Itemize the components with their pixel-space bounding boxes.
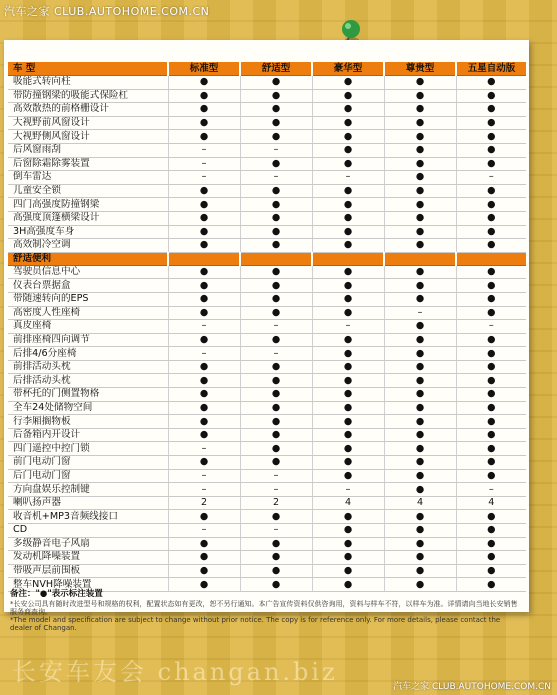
feature-value: ● <box>384 225 456 239</box>
feature-value: ● <box>456 292 526 306</box>
feature-name: 带杯托的门侧置物格 <box>8 388 168 402</box>
feature-value: ● <box>384 510 456 524</box>
feature-value: ● <box>384 401 456 415</box>
feature-value: ● <box>384 333 456 347</box>
feature-value: ● <box>168 333 240 347</box>
feature-value: ● <box>240 360 312 374</box>
feature-value: ● <box>240 130 312 144</box>
feature-value: ● <box>384 524 456 538</box>
feature-value: ● <box>456 198 526 212</box>
feature-value: ● <box>240 103 312 117</box>
feature-value: ● <box>240 292 312 306</box>
feature-value: ● <box>456 225 526 239</box>
feature-value: ● <box>384 456 456 470</box>
feature-value: – <box>240 483 312 497</box>
header-column: 五星自动版 <box>456 62 526 76</box>
feature-name: 多级静音电子风扇 <box>8 537 168 551</box>
feature-name: 3H高强度车身 <box>8 225 168 239</box>
feature-value: ● <box>312 524 384 538</box>
feature-value: 4 <box>312 496 384 510</box>
feature-value: ● <box>384 279 456 293</box>
table-row <box>8 320 526 334</box>
feature-value: ● <box>312 143 384 157</box>
feature-value: ● <box>384 469 456 483</box>
feature-value: ● <box>168 415 240 429</box>
feature-value: ● <box>312 306 384 320</box>
feature-value: ● <box>456 184 526 198</box>
feature-value: ● <box>240 456 312 470</box>
feature-value: ● <box>240 428 312 442</box>
feature-value: ● <box>456 442 526 456</box>
feature-value: ● <box>384 360 456 374</box>
feature-value: 2 <box>240 496 312 510</box>
feature-value: ● <box>456 116 526 130</box>
feature-name: 仪表台票据盒 <box>8 279 168 293</box>
feature-value: ● <box>168 116 240 130</box>
feature-value: ● <box>240 442 312 456</box>
feature-value: ● <box>240 306 312 320</box>
feature-name: 带吸声层前围板 <box>8 564 168 578</box>
feature-value: ● <box>168 89 240 103</box>
feature-value: ● <box>384 442 456 456</box>
feature-name: 真皮座椅 <box>8 320 168 334</box>
table-row <box>8 388 526 402</box>
feature-value: ● <box>312 374 384 388</box>
feature-name: 行李厢搁物板 <box>8 415 168 429</box>
feature-value: ● <box>168 103 240 117</box>
feature-value: ● <box>312 225 384 239</box>
feature-value: – <box>168 347 240 361</box>
feature-value: ● <box>168 578 240 592</box>
feature-value: ● <box>456 279 526 293</box>
feature-value: ● <box>168 428 240 442</box>
table-row <box>8 374 526 388</box>
table-row <box>8 143 526 157</box>
table-row <box>8 279 526 293</box>
feature-value: ● <box>240 157 312 171</box>
feature-value: ● <box>312 116 384 130</box>
feature-value: ● <box>312 279 384 293</box>
table-row <box>8 333 526 347</box>
feature-name: 后排活动头枕 <box>8 374 168 388</box>
feature-value: ● <box>240 374 312 388</box>
feature-value: ● <box>168 360 240 374</box>
feature-value: ● <box>240 401 312 415</box>
feature-value: ● <box>312 292 384 306</box>
table-row <box>8 401 526 415</box>
feature-name: 高密度人性座椅 <box>8 306 168 320</box>
feature-value: ● <box>456 456 526 470</box>
feature-value: ● <box>168 279 240 293</box>
table-row <box>8 103 526 117</box>
table-row <box>8 89 526 103</box>
feature-value: ● <box>456 239 526 253</box>
feature-value: ● <box>456 103 526 117</box>
feature-value: – <box>312 483 384 497</box>
table-row <box>8 551 526 565</box>
feature-value: ● <box>456 428 526 442</box>
feature-value: ● <box>384 564 456 578</box>
feature-value: ● <box>240 333 312 347</box>
feature-value: ● <box>384 89 456 103</box>
watermark-bottom-left: 长安车友会 changan.biz <box>12 658 338 686</box>
feature-value: ● <box>456 157 526 171</box>
table-row <box>8 171 526 185</box>
feature-name: 后窗除霜除雾装置 <box>8 157 168 171</box>
feature-value: ● <box>168 265 240 279</box>
feature-value: ● <box>384 130 456 144</box>
feature-value: – <box>168 320 240 334</box>
feature-value: ● <box>384 103 456 117</box>
feature-value: ● <box>384 116 456 130</box>
feature-value: ● <box>456 76 526 90</box>
table-row <box>8 265 526 279</box>
feature-value: – <box>240 469 312 483</box>
feature-value: – <box>456 483 526 497</box>
feature-value: – <box>168 483 240 497</box>
feature-value: ● <box>384 537 456 551</box>
feature-value: – <box>240 524 312 538</box>
feature-value: ● <box>240 225 312 239</box>
feature-value: ● <box>456 551 526 565</box>
feature-value: ● <box>384 157 456 171</box>
feature-value: ● <box>312 510 384 524</box>
feature-value: ● <box>312 265 384 279</box>
feature-value: ● <box>240 239 312 253</box>
feature-value: ● <box>312 157 384 171</box>
table-row <box>8 537 526 551</box>
header-column: 尊贵型 <box>384 62 456 76</box>
table-row <box>8 442 526 456</box>
feature-value: ● <box>384 483 456 497</box>
feature-value: ● <box>456 578 526 592</box>
feature-name: 后备箱内开设计 <box>8 428 168 442</box>
feature-value: ● <box>384 184 456 198</box>
feature-value: ● <box>168 401 240 415</box>
feature-value: 4 <box>384 496 456 510</box>
feature-name: 高效制冷空调 <box>8 239 168 253</box>
feature-value: ● <box>312 537 384 551</box>
feature-value: ● <box>168 510 240 524</box>
feature-value: ● <box>240 537 312 551</box>
table-row <box>8 211 526 225</box>
feature-value: ● <box>384 374 456 388</box>
table-row <box>8 225 526 239</box>
feature-value: ● <box>456 347 526 361</box>
feature-value: ● <box>168 198 240 212</box>
feature-value: ● <box>456 130 526 144</box>
section-filler <box>168 252 240 265</box>
feature-value: ● <box>456 388 526 402</box>
feature-value: ● <box>384 143 456 157</box>
feature-value: – <box>312 171 384 185</box>
table-row <box>8 76 526 90</box>
feature-value: – <box>240 320 312 334</box>
feature-value: ● <box>168 211 240 225</box>
feature-value: ● <box>240 551 312 565</box>
feature-value: ● <box>240 388 312 402</box>
feature-name: 带随速转向的EPS <box>8 292 168 306</box>
table-row <box>8 415 526 429</box>
feature-value: ● <box>456 143 526 157</box>
feature-value: ● <box>456 360 526 374</box>
feature-value: ● <box>312 469 384 483</box>
feature-value: ● <box>312 103 384 117</box>
spec-table <box>8 62 526 592</box>
feature-value: ● <box>384 265 456 279</box>
feature-name: 整车NVH降噪装置 <box>8 578 168 592</box>
feature-value: – <box>240 143 312 157</box>
table-row <box>8 347 526 361</box>
feature-value: ● <box>384 211 456 225</box>
feature-value: ● <box>168 239 240 253</box>
feature-name: 发动机降噪装置 <box>8 551 168 565</box>
header-column: 舒适型 <box>240 62 312 76</box>
feature-value: ● <box>456 469 526 483</box>
feature-value: ● <box>312 551 384 565</box>
watermark-top: 汽车之家 CLUB.AUTOHOME.COM.CN <box>4 5 210 18</box>
feature-name: 吸能式转向柱 <box>8 76 168 90</box>
feature-value: – <box>168 157 240 171</box>
feature-value: ● <box>312 347 384 361</box>
section-filler <box>384 252 456 265</box>
feature-value: – <box>168 171 240 185</box>
feature-value: ● <box>384 320 456 334</box>
note-en: *The model and specification are subject to change without prior notice. The copy is for reference only. For more details, please contact the dealer of Changan. <box>10 616 501 632</box>
feature-name: 后风窗雨刮 <box>8 143 168 157</box>
table-row <box>8 116 526 130</box>
section-header-row <box>8 252 526 265</box>
feature-value: ● <box>456 211 526 225</box>
feature-value: ● <box>456 537 526 551</box>
section-filler <box>240 252 312 265</box>
feature-value: ● <box>168 130 240 144</box>
feature-value: ● <box>240 76 312 90</box>
feature-value: ● <box>456 265 526 279</box>
feature-value: ● <box>168 374 240 388</box>
feature-value: ● <box>312 360 384 374</box>
feature-value: ● <box>312 239 384 253</box>
table-row <box>8 483 526 497</box>
table-row <box>8 157 526 171</box>
legend-note: 备注："●"表示标注装置 <box>10 589 103 599</box>
note-cn: *长安公司具有随时改进型号和规格的权利，配置状态如有更改，恕不另行通知。本广告宣传资料仅供咨询用，资料与样车不符，以样车为准。详情请向当地长安销售服务商查询。 <box>10 600 518 616</box>
feature-value: ● <box>312 428 384 442</box>
feature-value: ● <box>456 401 526 415</box>
feature-value: ● <box>456 564 526 578</box>
feature-name: 喇叭扬声器 <box>8 496 168 510</box>
feature-value: ● <box>456 89 526 103</box>
feature-value: ● <box>384 415 456 429</box>
feature-name: 前门电动门窗 <box>8 456 168 470</box>
feature-value: – <box>240 347 312 361</box>
feature-value: ● <box>240 184 312 198</box>
feature-value: – <box>168 524 240 538</box>
spec-sheet <box>4 40 529 632</box>
feature-value: ● <box>240 265 312 279</box>
feature-value: ● <box>240 116 312 130</box>
feature-value: 2 <box>168 496 240 510</box>
feature-name: CD <box>8 524 168 538</box>
feature-name: 前排座椅四向调节 <box>8 333 168 347</box>
feature-value: ● <box>312 333 384 347</box>
table-row <box>8 130 526 144</box>
feature-value: – <box>240 171 312 185</box>
feature-value: ● <box>240 211 312 225</box>
feature-name: 驾驶员信息中心 <box>8 265 168 279</box>
table-row <box>8 239 526 253</box>
table-row <box>8 469 526 483</box>
feature-value: ● <box>168 456 240 470</box>
feature-value: ● <box>168 306 240 320</box>
feature-value: ● <box>312 198 384 212</box>
notes <box>10 590 522 632</box>
feature-value: ● <box>312 388 384 402</box>
feature-value: ● <box>240 198 312 212</box>
feature-name: 四门高强度防撞钢梁 <box>8 198 168 212</box>
feature-name: 高效散热的前格栅设计 <box>8 103 168 117</box>
table-row <box>8 360 526 374</box>
feature-value: – <box>384 306 456 320</box>
feature-value: ● <box>312 211 384 225</box>
feature-value: ● <box>240 415 312 429</box>
feature-value: ● <box>384 76 456 90</box>
feature-value: ● <box>168 564 240 578</box>
feature-value: ● <box>456 510 526 524</box>
feature-value: ● <box>312 456 384 470</box>
header-column: 豪华型 <box>312 62 384 76</box>
feature-value: ● <box>312 130 384 144</box>
header-column: 标准型 <box>168 62 240 76</box>
feature-value: ● <box>240 510 312 524</box>
table-row <box>8 198 526 212</box>
feature-value: 4 <box>456 496 526 510</box>
feature-value: ● <box>384 292 456 306</box>
feature-value: ● <box>384 239 456 253</box>
feature-value: – <box>312 320 384 334</box>
watermark-bottom-right: 汽车之家 CLUB.AUTOHOME.COM.CN <box>393 682 551 692</box>
feature-value: ● <box>384 171 456 185</box>
feature-value: ● <box>456 333 526 347</box>
feature-value: ● <box>312 442 384 456</box>
section-filler <box>312 252 384 265</box>
feature-value: ● <box>168 292 240 306</box>
feature-value: ● <box>456 374 526 388</box>
feature-value: – <box>456 171 526 185</box>
feature-name: 全车24处储物空间 <box>8 401 168 415</box>
section-title: 舒适便利 <box>8 252 168 265</box>
feature-name: 四门遥控中控门锁 <box>8 442 168 456</box>
feature-value: ● <box>384 388 456 402</box>
table-row <box>8 292 526 306</box>
feature-value: ● <box>312 76 384 90</box>
feature-name: 方向盘娱乐控制键 <box>8 483 168 497</box>
table-row <box>8 428 526 442</box>
feature-name: 后门电动门窗 <box>8 469 168 483</box>
table-header-row <box>8 62 526 76</box>
feature-value: ● <box>240 578 312 592</box>
feature-value: ● <box>168 551 240 565</box>
feature-name: 儿童安全锁 <box>8 184 168 198</box>
feature-value: ● <box>312 578 384 592</box>
table-row <box>8 306 526 320</box>
feature-value: ● <box>312 89 384 103</box>
feature-value: ● <box>312 564 384 578</box>
feature-name: 前排活动头枕 <box>8 360 168 374</box>
feature-value: ● <box>168 388 240 402</box>
feature-value: ● <box>384 198 456 212</box>
feature-value: ● <box>168 184 240 198</box>
feature-value: ● <box>168 537 240 551</box>
header-label: 车 型 <box>8 62 168 76</box>
feature-value: – <box>168 442 240 456</box>
table-row <box>8 510 526 524</box>
feature-value: ● <box>312 401 384 415</box>
feature-name: 带防撞钢梁的吸能式保险杠 <box>8 89 168 103</box>
feature-value: ● <box>240 279 312 293</box>
feature-value: ● <box>312 184 384 198</box>
feature-name: 高强度顶篷横梁设计 <box>8 211 168 225</box>
section-filler <box>456 252 526 265</box>
table-row <box>8 564 526 578</box>
feature-value: ● <box>312 415 384 429</box>
feature-name: 大视野侧风窗设计 <box>8 130 168 144</box>
feature-value: ● <box>384 578 456 592</box>
feature-value: ● <box>168 225 240 239</box>
table-row <box>8 456 526 470</box>
feature-value: ● <box>240 89 312 103</box>
feature-value: ● <box>456 524 526 538</box>
table-row <box>8 184 526 198</box>
feature-value: – <box>168 143 240 157</box>
feature-name: 大视野前风窗设计 <box>8 116 168 130</box>
feature-name: 倒车雷达 <box>8 171 168 185</box>
feature-value: ● <box>384 551 456 565</box>
feature-value: ● <box>168 76 240 90</box>
feature-value: – <box>168 469 240 483</box>
feature-name: 收音机+MP3音频线接口 <box>8 510 168 524</box>
feature-value: ● <box>240 564 312 578</box>
table-row <box>8 524 526 538</box>
feature-value: ● <box>384 347 456 361</box>
feature-value: – <box>456 320 526 334</box>
feature-name: 后排4/6分座椅 <box>8 347 168 361</box>
table-row <box>8 496 526 510</box>
feature-value: ● <box>384 428 456 442</box>
feature-value: ● <box>456 306 526 320</box>
feature-value: ● <box>456 415 526 429</box>
